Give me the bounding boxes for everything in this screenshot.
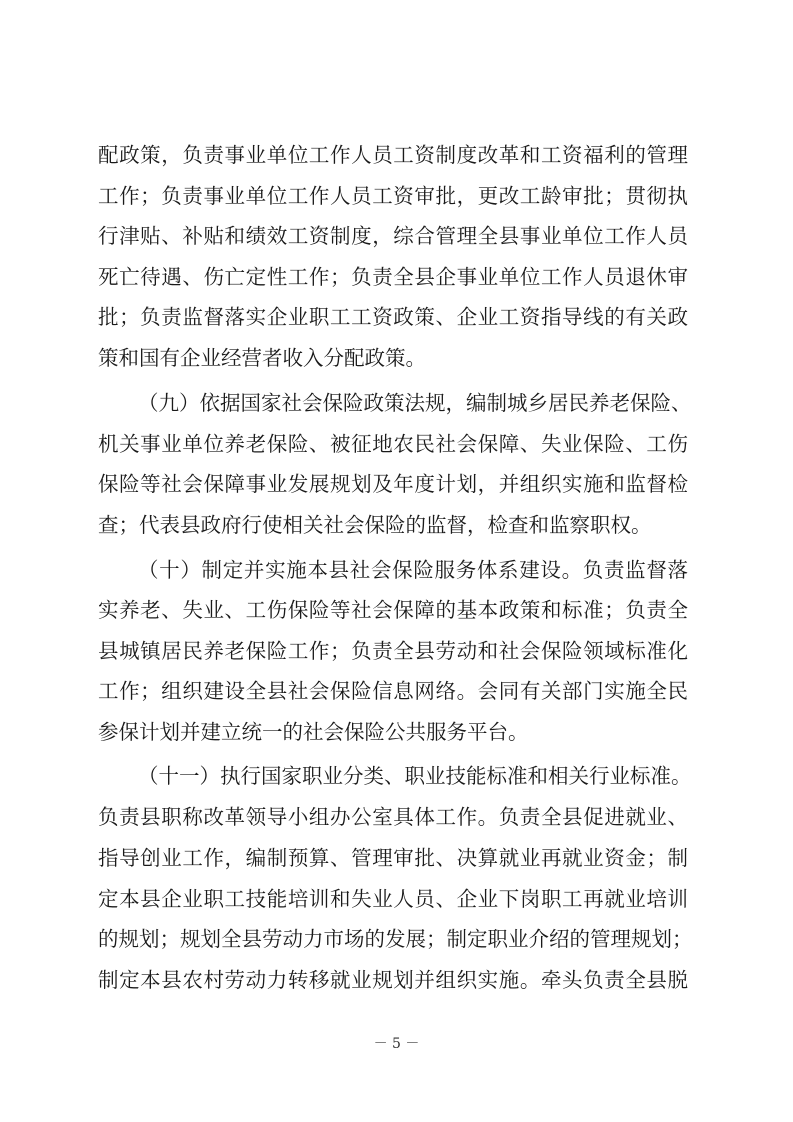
text-line: 行津贴、补贴和绩效工资制度，综合管理全县事业单位工作人员 — [98, 224, 688, 248]
text-line: 的规划；规划全县劳动力市场的发展；制定职业介绍的管理规划； — [98, 927, 693, 951]
text-line: 工作；负责事业单位工作人员工资审批，更改工龄审批；贯彻执 — [98, 184, 688, 208]
text-line: 保险等社会保障事业发展规划及年度计划，并组织实施和监督检 — [98, 472, 688, 496]
text-line: 死亡待遇、伤亡定性工作；负责全县企事业单位工作人员退休审 — [98, 265, 688, 289]
text-line: 参保计划并建立统一的社会保险公共服务平台。 — [98, 720, 529, 744]
text-line: 批；负责监督落实企业职工工资政策、企业工资指导线的有关政 — [98, 305, 688, 329]
text-line: 查；代表县政府行使相关社会保险的监督，检查和监察职权。 — [98, 513, 652, 537]
text-line: 指导创业工作，编制预算、管理审批、决算就业再就业资金；制 — [98, 846, 688, 870]
text-line: 实养老、失业、工伤保险等社会保障的基本政策和标准；负责全 — [98, 598, 688, 622]
text-line: 工作；组织建设全县社会保险信息网络。会同有关部门实施全民 — [98, 679, 688, 703]
text-line: 县城镇居民养老保险工作；负责全县劳动和社会保险领域标准化 — [98, 639, 688, 663]
page-number: － 5 － — [373, 1036, 420, 1052]
text-line: 配政策，负责事业单位工作人员工资制度改革和工资福利的管理 — [98, 143, 688, 167]
paragraph-eleven-start: （十一）执行国家职业分类、职业技能标准和相关行业标准。 — [138, 764, 692, 788]
text-line: 机关事业单位养老保险、被征地农民社会保障、失业保险、工伤 — [98, 432, 688, 456]
paragraph-nine-start: （九）依据国家社会保险政策法规，编制城乡居民养老保险、 — [138, 391, 692, 415]
text-line: 定本县企业职工技能培训和失业人员、企业下岗职工再就业培训 — [98, 887, 688, 911]
text-line: 负责县职称改革领导小组办公室具体工作。负责全县促进就业、 — [98, 805, 688, 829]
text-line: 策和国有企业经营者收入分配政策。 — [98, 346, 426, 370]
text-line: 制定本县农村劳动力转移就业规划并组织实施。牵头负责全县脱 — [98, 968, 688, 992]
paragraph-ten-start: （十）制定并实施本县社会保险服务体系建设。负责监督落 — [138, 558, 688, 582]
